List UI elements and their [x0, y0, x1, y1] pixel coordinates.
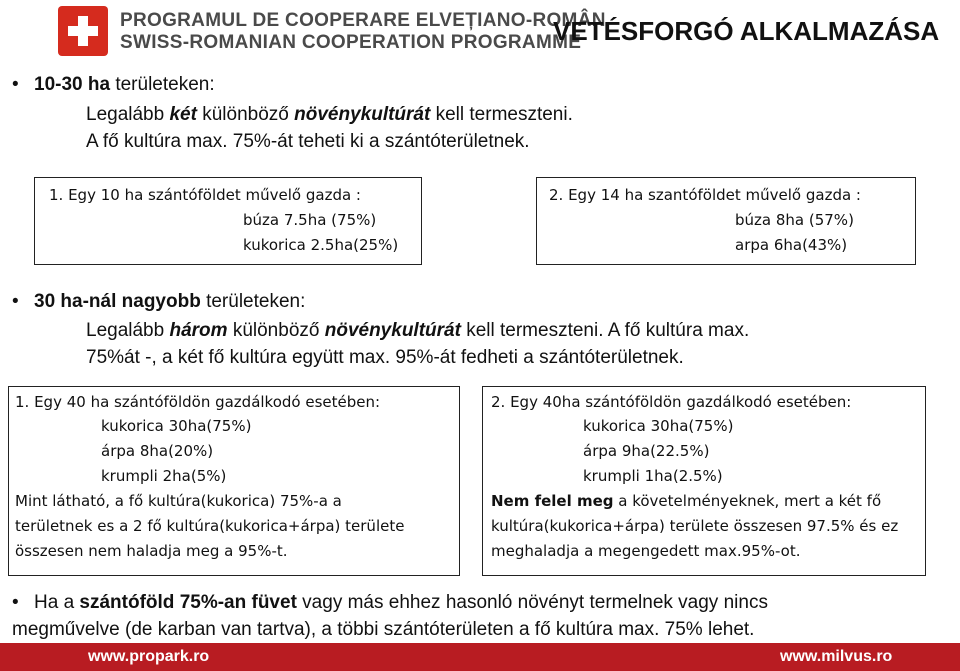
- footer-link-milvus[interactable]: www.milvus.ro: [780, 648, 893, 665]
- example-box-2: [536, 177, 916, 265]
- footer-bar: [0, 643, 960, 671]
- page-title: VETÉSFORGÓ ALKALMAZÁSA: [553, 16, 940, 46]
- box3-crop3: krumpli 2ha(5%): [101, 467, 227, 485]
- section2-rule-line2: 75%át -, a két fő kultúra együtt max. 95%-át fedheti a szántóterületnek.: [86, 347, 684, 368]
- bullet-10-30-ha: • 10-30 ha területeken:: [12, 74, 215, 95]
- section1-rule-line2: A fő kultúra max. 75%-át teheti ki a szántóterületnek.: [86, 131, 530, 152]
- box4-explain3: meghaladja a megengedett max.95%-ot.: [491, 542, 801, 560]
- box3-explain3: összesen nem haladja meg a 95%-t.: [15, 542, 288, 560]
- box3-crop2: árpa 8ha(20%): [101, 442, 214, 460]
- box4-title: 2. Egy 40ha szántóföldön gazdálkodó esetében:: [491, 393, 852, 411]
- program-title-en: SWISS-ROMANIAN COOPERATION PROGRAMME: [120, 32, 582, 53]
- section1-rule-line1: Legalább két különböző növénykultúrát kell termeszteni.: [86, 104, 573, 125]
- box1-title: 1. Egy 10 ha szántóföldet művelő gazda :: [49, 186, 361, 204]
- program-title-ro: PROGRAMUL DE COOPERARE ELVEȚIANO-ROMÂN: [120, 10, 606, 31]
- bullet-over-30-ha: • 30 ha-nál nagyobb területeken:: [12, 291, 306, 312]
- box4-crop1: kukorica 30ha(75%): [583, 417, 734, 435]
- example-box-1: [34, 177, 422, 265]
- box1-crop2: kukorica 2.5ha(25%): [243, 236, 399, 254]
- grass-rule-line2: megművelve (de karban van tartva), a többi szántóterületen a fő kultúra max. 75% lehet.: [12, 619, 755, 640]
- section2-rule-line1: Legalább három különböző növénykultúrát kell termeszteni. A fő kultúra max.: [86, 320, 750, 341]
- bullet-grass: • Ha a szántóföld 75%-an füvet vagy más ehhez hasonló növényt termelnek vagy nincs: [12, 592, 768, 613]
- swiss-cross-icon: [58, 6, 108, 56]
- box2-crop1: búza 8ha (57%): [735, 211, 854, 229]
- box4-explain2: kultúra(kukorica+árpa) területe összesen 97.5% és ez: [491, 517, 899, 535]
- footer-link-propark[interactable]: www.propark.ro: [88, 648, 210, 665]
- box3-explain1: Mint látható, a fő kultúra(kukorica) 75%-a a: [15, 492, 342, 510]
- box1-crop1: búza 7.5ha (75%): [243, 211, 377, 229]
- example-box-3: [8, 386, 460, 576]
- box3-crop1: kukorica 30ha(75%): [101, 417, 252, 435]
- box3-explain2: területnek es a 2 fő kultúra(kukorica+árpa) területe: [15, 517, 405, 535]
- example-box-4: [482, 386, 926, 576]
- box2-title: 2. Egy 14 ha szantóföldet művelő gazda :: [549, 186, 861, 204]
- box4-crop3: krumpli 1ha(2.5%): [583, 467, 723, 485]
- box3-title: 1. Egy 40 ha szántóföldön gazdálkodó esetében:: [15, 393, 381, 411]
- box4-crop2: árpa 9ha(22.5%): [583, 442, 710, 460]
- box2-crop2: arpa 6ha(43%): [735, 236, 848, 254]
- box4-explain1: Nem felel meg a követelményeknek, mert a két fő: [491, 492, 882, 510]
